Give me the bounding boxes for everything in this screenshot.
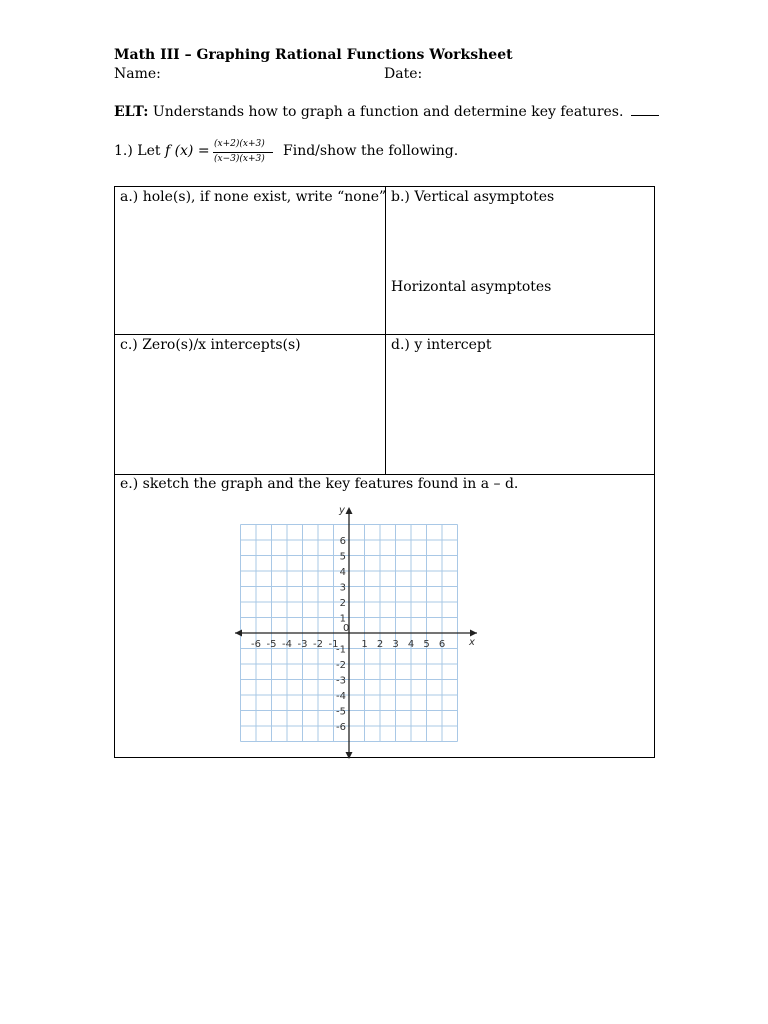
y-tick-label: -3 bbox=[336, 675, 346, 687]
y-axis-label: y bbox=[339, 505, 345, 516]
origin-label: 0 bbox=[343, 623, 350, 634]
y-tick-label: -4 bbox=[336, 691, 346, 702]
y-tick-label: 2 bbox=[339, 598, 346, 609]
row-divider-2 bbox=[115, 474, 654, 475]
x-axis-right-arrow bbox=[470, 630, 477, 637]
function-numerator: (x+2)(x+3) bbox=[214, 139, 265, 149]
cell-b-label: b.) Vertical asymptotes bbox=[391, 189, 555, 205]
x-tick-label: 2 bbox=[376, 639, 384, 650]
cell-e-label: e.) sketch the graph and the key features found in a – d. bbox=[120, 476, 519, 492]
cell-d-label: d.) y intercept bbox=[391, 337, 492, 353]
column-divider bbox=[385, 187, 386, 474]
x-tick-label: 4 bbox=[407, 639, 415, 650]
y-tick-label: -2 bbox=[336, 660, 346, 671]
elt-statement bbox=[114, 103, 659, 120]
y-axis-bottom-arrow bbox=[346, 752, 353, 759]
y-tick-label: -1 bbox=[336, 644, 346, 656]
name-label: Name: bbox=[114, 66, 161, 82]
x-tick-label: -4 bbox=[282, 639, 292, 650]
y-tick-label: -6 bbox=[336, 722, 346, 733]
y-tick-label: 5 bbox=[339, 551, 346, 563]
answer-table bbox=[114, 186, 655, 758]
y-tick-label: 6 bbox=[339, 536, 346, 547]
x-tick-label: -3 bbox=[297, 639, 308, 650]
worksheet-title: Math III – Graphing Rational Functions Worksheet bbox=[114, 47, 513, 63]
question-number: 1.) Let bbox=[114, 143, 161, 159]
y-tick-label: 1 bbox=[339, 613, 346, 625]
y-axis-top-arrow bbox=[346, 507, 353, 514]
fraction-bar bbox=[213, 152, 273, 153]
x-tick-label: -5 bbox=[266, 639, 277, 650]
elt-text: Understands how to graph a function and determine key features. bbox=[152, 104, 624, 120]
coordinate-grid bbox=[235, 505, 485, 761]
x-tick-label: -6 bbox=[251, 639, 261, 650]
y-tick-label: -5 bbox=[336, 706, 346, 718]
function-lhs: f (x) = bbox=[164, 143, 210, 159]
cell-a-label: a.) hole(s), if none exist, write “none” bbox=[120, 189, 387, 205]
tick-labels bbox=[251, 505, 475, 733]
y-tick-label: 3 bbox=[339, 582, 346, 594]
y-tick-label: 4 bbox=[339, 567, 346, 578]
cell-b-horizontal-label: Horizontal asymptotes bbox=[391, 279, 552, 295]
x-tick-label: 5 bbox=[423, 639, 430, 650]
x-axis-label: x bbox=[469, 637, 475, 648]
elt-blank bbox=[631, 103, 659, 116]
function-denominator: (x−3)(x+3) bbox=[214, 154, 265, 164]
x-tick-label: -1 bbox=[328, 639, 339, 650]
x-tick-label: 1 bbox=[361, 639, 368, 650]
x-tick-label: 3 bbox=[392, 639, 399, 650]
cell-c-label: c.) Zero(s)/x intercepts(s) bbox=[120, 337, 301, 353]
x-axis-left-arrow bbox=[235, 630, 242, 637]
date-label: Date: bbox=[384, 66, 423, 82]
elt-label: ELT: bbox=[114, 104, 149, 120]
x-tick-label: 6 bbox=[438, 639, 446, 650]
question-prefix bbox=[114, 143, 210, 159]
question-suffix: Find/show the following. bbox=[283, 143, 459, 159]
x-tick-label: -2 bbox=[313, 639, 323, 650]
